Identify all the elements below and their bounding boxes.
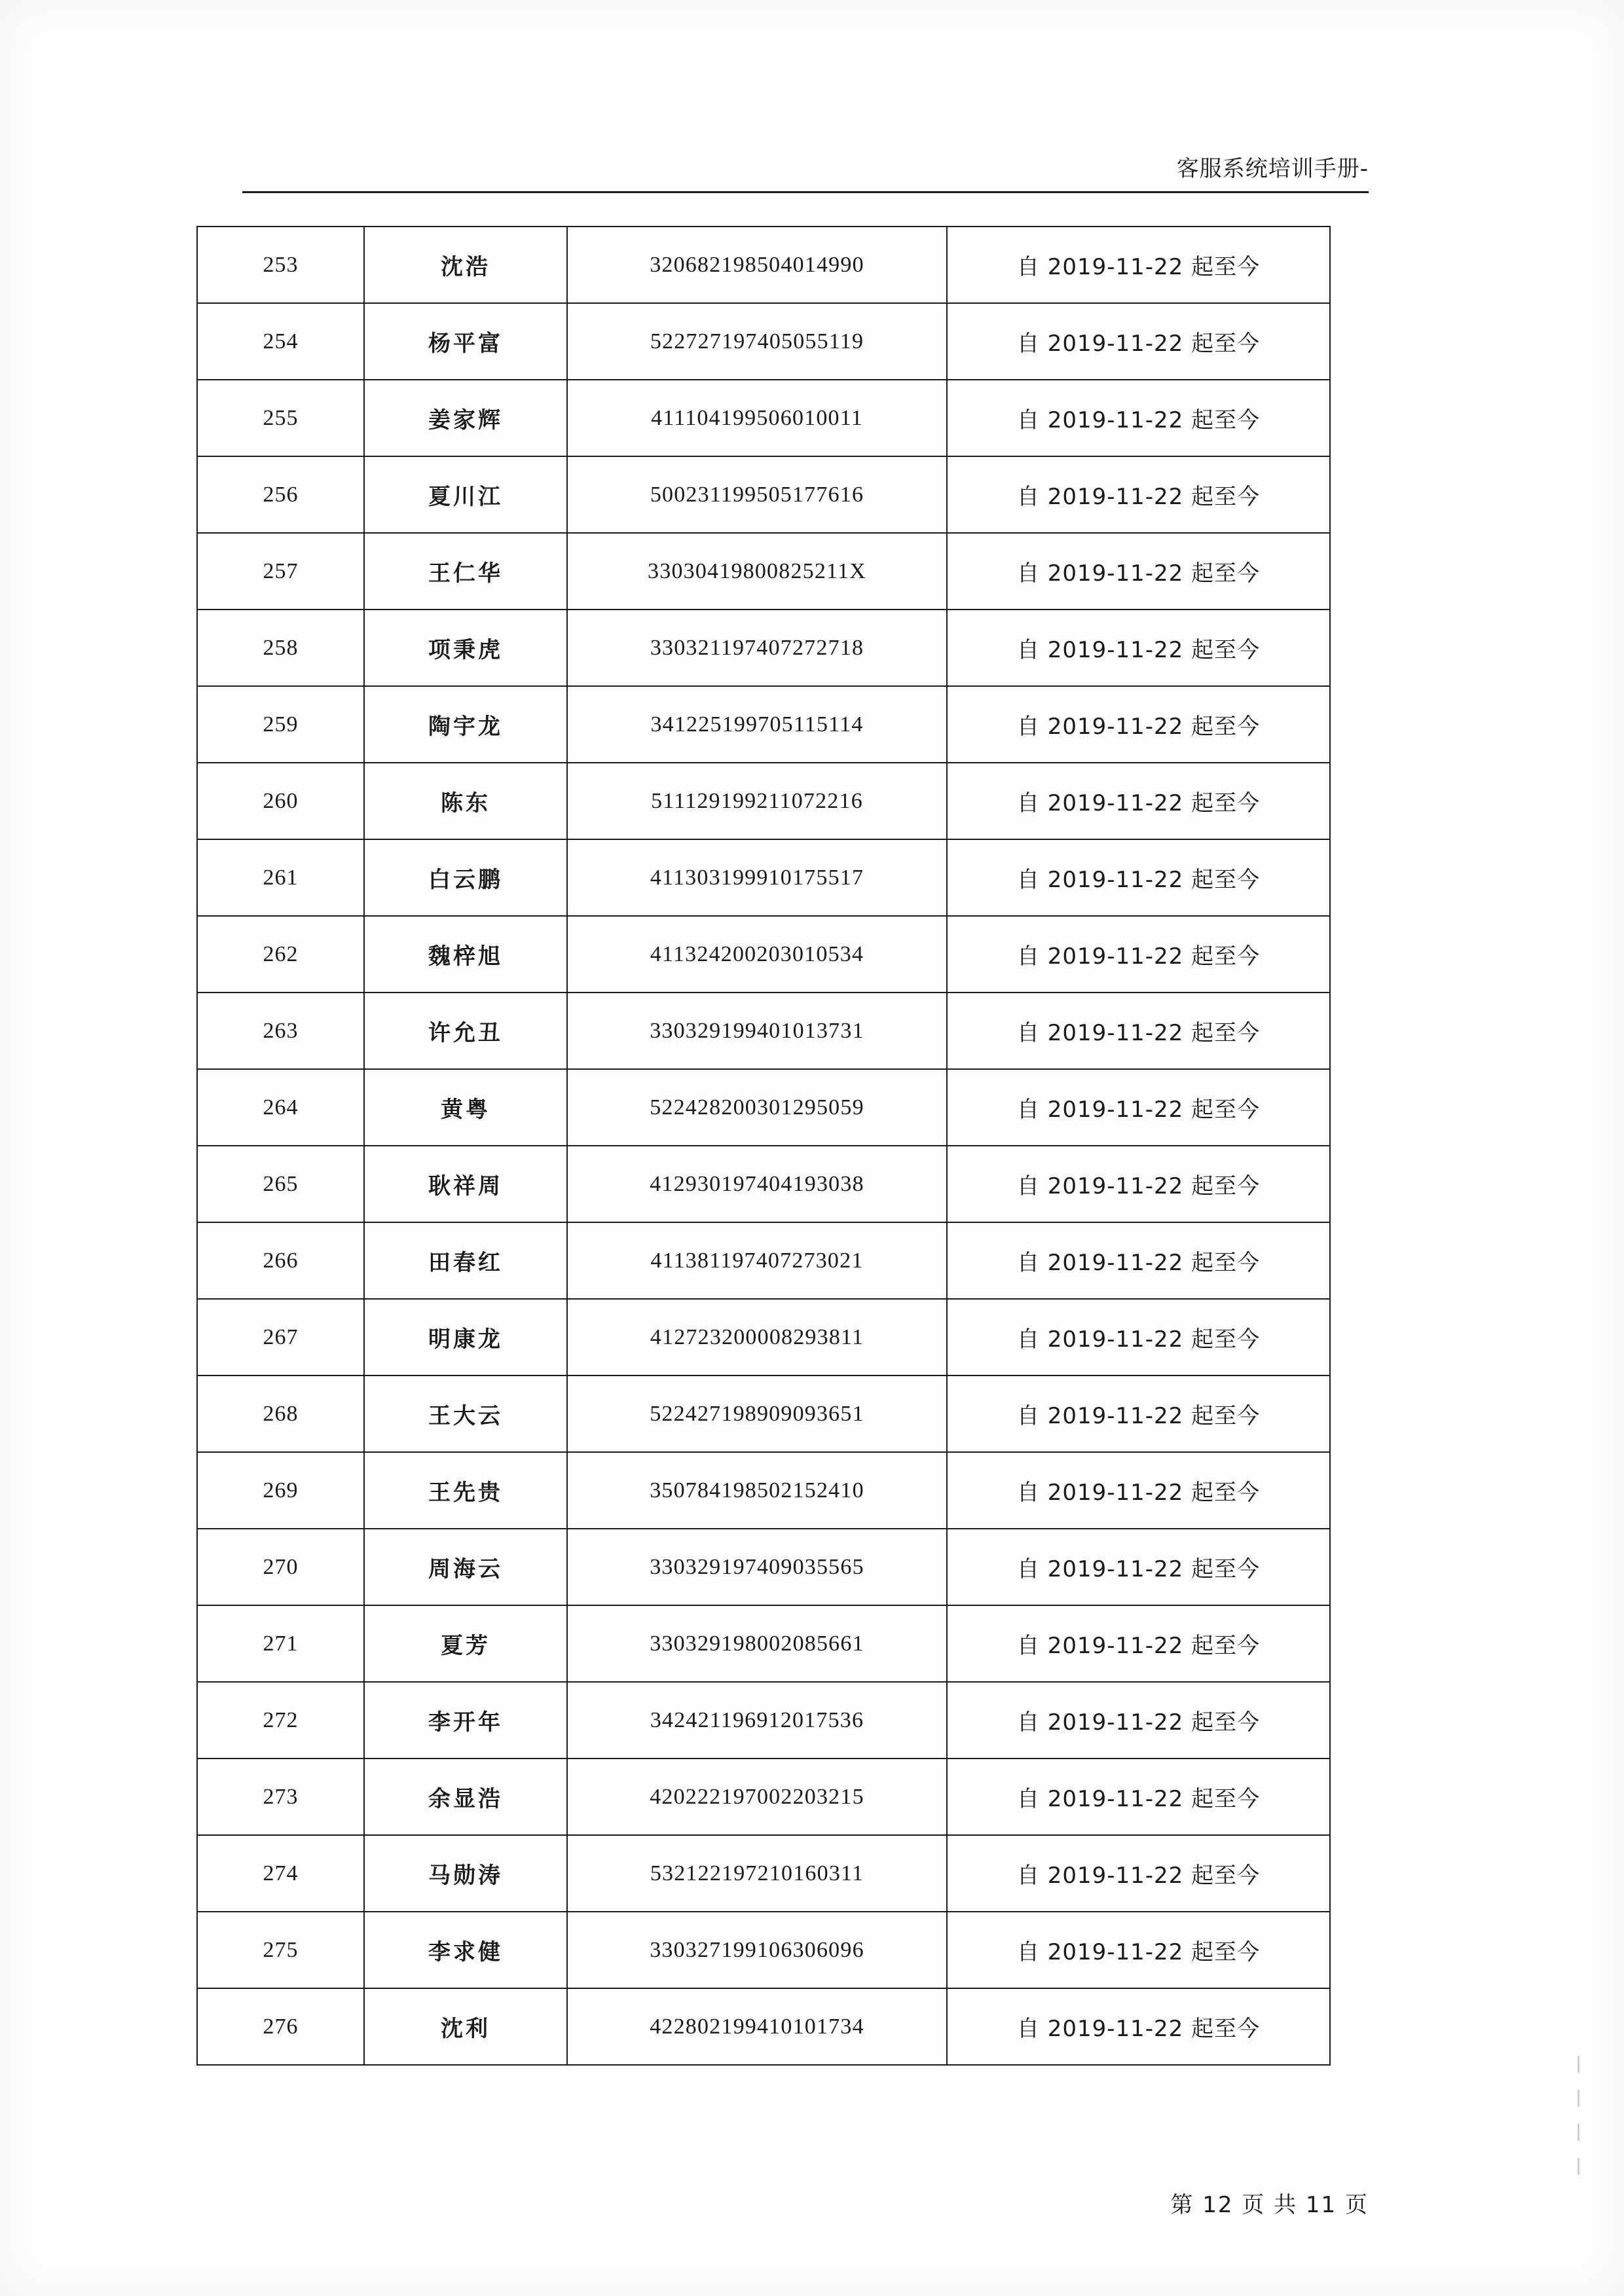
row-index: 260: [197, 763, 364, 839]
row-index: 255: [197, 380, 364, 456]
row-name: 陶宇龙: [364, 686, 567, 763]
row-period: 自 2019-11-22 起至今: [947, 1682, 1330, 1758]
row-id-number: 411303199910175517: [567, 839, 947, 916]
row-id-number: 330329197409035565: [567, 1529, 947, 1605]
row-index: 268: [197, 1376, 364, 1452]
scan-artifact: [1578, 2124, 1579, 2141]
row-index: 274: [197, 1835, 364, 1912]
row-name: 许允丑: [364, 993, 567, 1069]
table-row: [197, 916, 1330, 993]
row-name: 姜家辉: [364, 380, 567, 456]
row-name: 夏川江: [364, 456, 567, 533]
row-index: 259: [197, 686, 364, 763]
row-id-number: 330329199401013731: [567, 993, 947, 1069]
table-row: [197, 1299, 1330, 1376]
row-period: 自 2019-11-22 起至今: [947, 686, 1330, 763]
table-row: [197, 763, 1330, 839]
scan-artifact: [1578, 2158, 1579, 2175]
page-header: [242, 151, 1369, 203]
table-row: [197, 610, 1330, 686]
row-period: 自 2019-11-22 起至今: [947, 533, 1330, 610]
row-name: 沈浩: [364, 227, 567, 303]
roster-table-container: [196, 226, 1329, 2066]
table-row: [197, 1988, 1330, 2065]
row-name: 明康龙: [364, 1299, 567, 1376]
scan-artifact: [1578, 2090, 1579, 2107]
scan-artifact: [1578, 2056, 1579, 2073]
row-index: 267: [197, 1299, 364, 1376]
row-name: 田春红: [364, 1222, 567, 1299]
row-index: 270: [197, 1529, 364, 1605]
row-id-number: 411381197407273021: [567, 1222, 947, 1299]
header-divider: [242, 191, 1369, 193]
row-name: 耿祥周: [364, 1146, 567, 1222]
row-period: 自 2019-11-22 起至今: [947, 610, 1330, 686]
row-name: 李开年: [364, 1682, 567, 1758]
row-name: 杨平富: [364, 303, 567, 380]
table-row: [197, 1222, 1330, 1299]
row-id-number: 522428200301295059: [567, 1069, 947, 1146]
row-id-number: 341225199705115114: [567, 686, 947, 763]
row-name: 余显浩: [364, 1758, 567, 1835]
table-row: [197, 1376, 1330, 1452]
row-id-number: 412930197404193038: [567, 1146, 947, 1222]
row-name: 李求健: [364, 1912, 567, 1988]
row-period: 自 2019-11-22 起至今: [947, 993, 1330, 1069]
table-row: [197, 993, 1330, 1069]
row-index: 276: [197, 1988, 364, 2065]
row-id-number: 522727197405055119: [567, 303, 947, 380]
row-index: 263: [197, 993, 364, 1069]
row-id-number: 330329198002085661: [567, 1605, 947, 1682]
row-id-number: 532122197210160311: [567, 1835, 947, 1912]
row-period: 自 2019-11-22 起至今: [947, 1299, 1330, 1376]
table-row: [197, 1682, 1330, 1758]
row-period: 自 2019-11-22 起至今: [947, 227, 1330, 303]
row-index: 271: [197, 1605, 364, 1682]
table-row: [197, 686, 1330, 763]
page-number: 第 12 页 共 11 页: [1170, 2192, 1369, 2218]
row-period: 自 2019-11-22 起至今: [947, 1376, 1330, 1452]
row-period: 自 2019-11-22 起至今: [947, 1452, 1330, 1529]
table-row: [197, 1758, 1330, 1835]
row-id-number: 500231199505177616: [567, 456, 947, 533]
row-name: 沈利: [364, 1988, 567, 2065]
row-name: 马勋涛: [364, 1835, 567, 1912]
row-id-number: 411104199506010011: [567, 380, 947, 456]
row-index: 256: [197, 456, 364, 533]
table-row: [197, 1069, 1330, 1146]
table-row: [197, 227, 1330, 303]
row-id-number: 330327199106306096: [567, 1912, 947, 1988]
row-period: 自 2019-11-22 起至今: [947, 1222, 1330, 1299]
row-period: 自 2019-11-22 起至今: [947, 839, 1330, 916]
row-period: 自 2019-11-22 起至今: [947, 1146, 1330, 1222]
table-row: [197, 303, 1330, 380]
table-row: [197, 839, 1330, 916]
row-index: 254: [197, 303, 364, 380]
row-index: 266: [197, 1222, 364, 1299]
row-index: 257: [197, 533, 364, 610]
row-period: 自 2019-11-22 起至今: [947, 1835, 1330, 1912]
row-index: 275: [197, 1912, 364, 1988]
roster-table: [196, 226, 1331, 2066]
row-period: 自 2019-11-22 起至今: [947, 1912, 1330, 1988]
row-id-number: 411324200203010534: [567, 916, 947, 993]
row-name: 魏梓旭: [364, 916, 567, 993]
row-index: 269: [197, 1452, 364, 1529]
row-id-number: 342421196912017536: [567, 1682, 947, 1758]
table-row: [197, 1912, 1330, 1988]
row-index: 261: [197, 839, 364, 916]
row-id-number: 420222197002203215: [567, 1758, 947, 1835]
table-row: [197, 1605, 1330, 1682]
row-index: 265: [197, 1146, 364, 1222]
row-index: 272: [197, 1682, 364, 1758]
row-name: 王仁华: [364, 533, 567, 610]
row-name: 白云鹏: [364, 839, 567, 916]
row-name: 项秉虎: [364, 610, 567, 686]
row-period: 自 2019-11-22 起至今: [947, 1069, 1330, 1146]
row-name: 夏芳: [364, 1605, 567, 1682]
row-period: 自 2019-11-22 起至今: [947, 1758, 1330, 1835]
row-name: 王大云: [364, 1376, 567, 1452]
row-id-number: 330321197407272718: [567, 610, 947, 686]
table-row: [197, 1146, 1330, 1222]
row-period: 自 2019-11-22 起至今: [947, 456, 1330, 533]
row-id-number: 412723200008293811: [567, 1299, 947, 1376]
row-id-number: 320682198504014990: [567, 227, 947, 303]
row-period: 自 2019-11-22 起至今: [947, 303, 1330, 380]
row-period: 自 2019-11-22 起至今: [947, 1988, 1330, 2065]
row-id-number: 522427198909093651: [567, 1376, 947, 1452]
roster-table-body: [197, 227, 1330, 2065]
row-index: 273: [197, 1758, 364, 1835]
table-row: [197, 1452, 1330, 1529]
table-row: [197, 456, 1330, 533]
row-period: 自 2019-11-22 起至今: [947, 1529, 1330, 1605]
page-footer: [0, 2187, 1624, 2239]
row-name: 周海云: [364, 1529, 567, 1605]
row-index: 253: [197, 227, 364, 303]
row-period: 自 2019-11-22 起至今: [947, 916, 1330, 993]
row-name: 陈东: [364, 763, 567, 839]
row-id-number: 33030419800825211X: [567, 533, 947, 610]
table-row: [197, 1835, 1330, 1912]
row-index: 258: [197, 610, 364, 686]
row-id-number: 511129199211072216: [567, 763, 947, 839]
row-name: 王先贵: [364, 1452, 567, 1529]
row-id-number: 350784198502152410: [567, 1452, 947, 1529]
row-name: 黄粤: [364, 1069, 567, 1146]
row-index: 262: [197, 916, 364, 993]
row-period: 自 2019-11-22 起至今: [947, 763, 1330, 839]
table-row: [197, 1529, 1330, 1605]
header-title: 客服系统培训手册-: [1176, 156, 1369, 182]
row-id-number: 422802199410101734: [567, 1988, 947, 2065]
row-period: 自 2019-11-22 起至今: [947, 1605, 1330, 1682]
row-index: 264: [197, 1069, 364, 1146]
table-row: [197, 533, 1330, 610]
row-period: 自 2019-11-22 起至今: [947, 380, 1330, 456]
table-row: [197, 380, 1330, 456]
